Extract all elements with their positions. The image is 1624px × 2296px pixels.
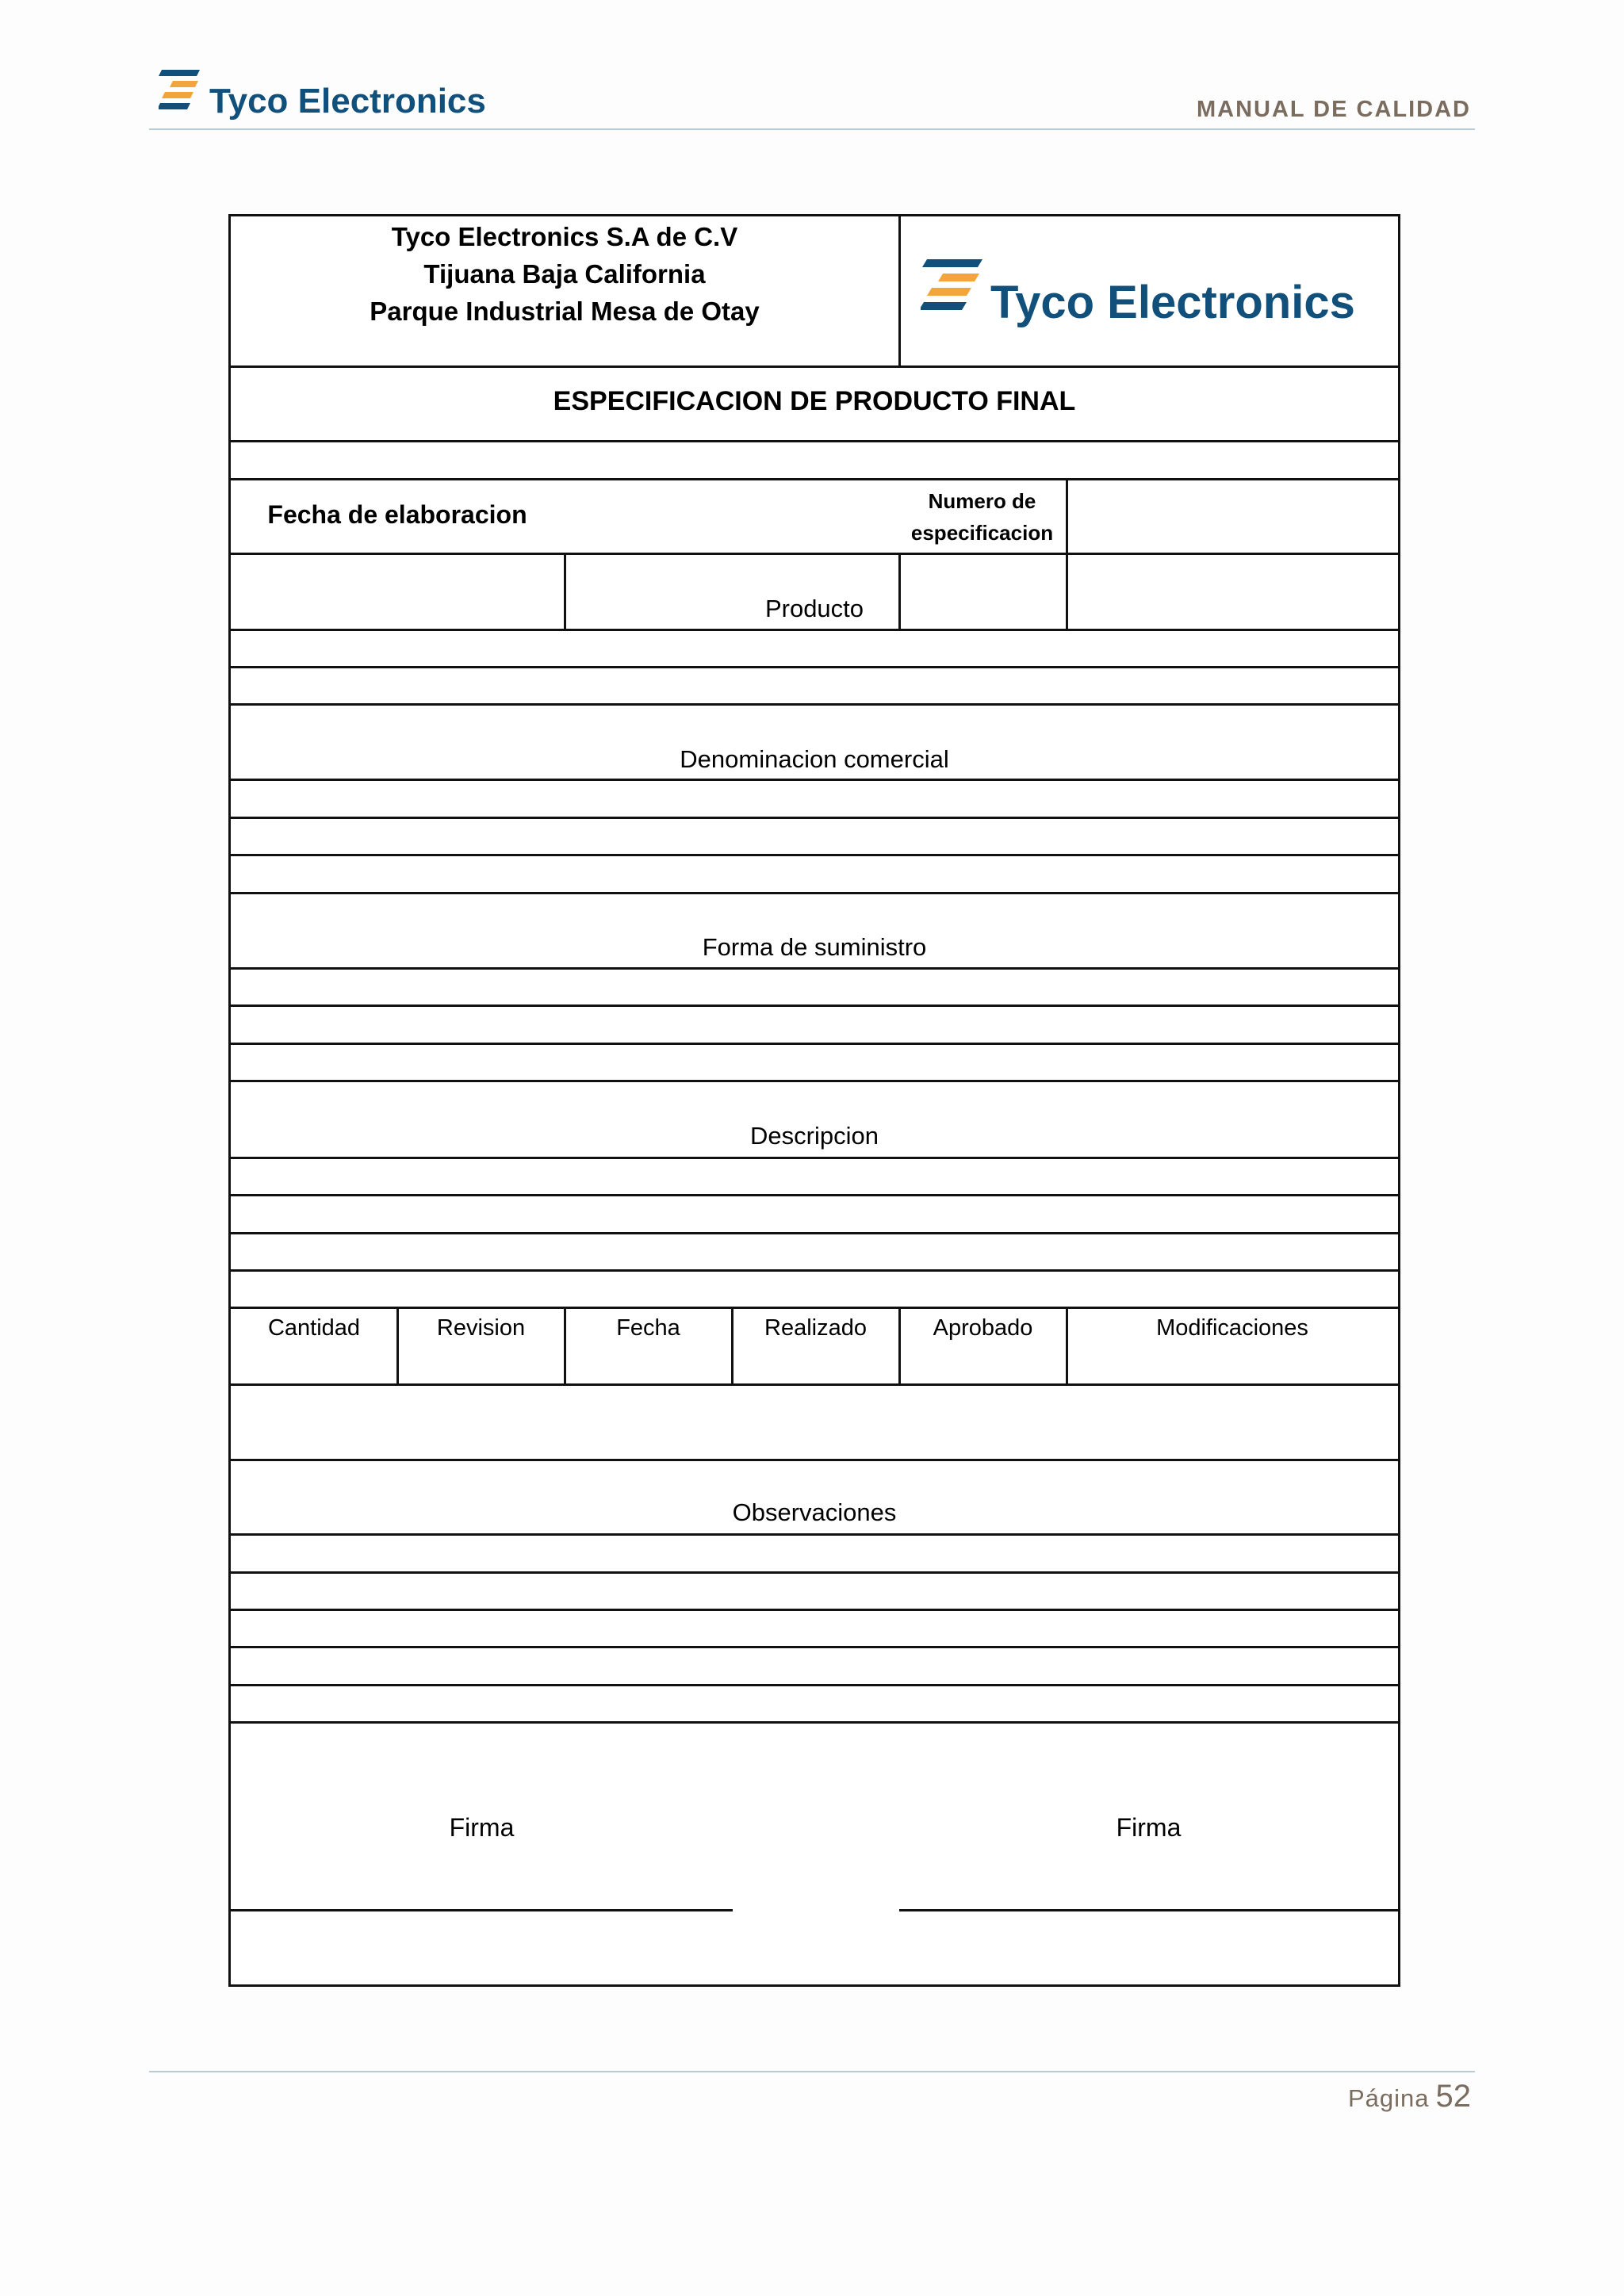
section-descripcion: Descripcion <box>750 1122 879 1150</box>
page-indicator <box>1348 2079 1471 2114</box>
page-label: Página <box>1347 2084 1430 2112</box>
col-modificaciones: Modificaciones <box>1156 1315 1308 1341</box>
form-tyco-logo <box>921 248 1381 335</box>
form-title: ESPECIFICACION DE PRODUCTO FINAL <box>553 386 1076 416</box>
page-number: 52 <box>1435 2079 1471 2114</box>
footer-rule <box>149 2071 1475 2072</box>
numero-label-line1: Numero de <box>928 489 1036 513</box>
tyco-logo-text: Tyco Electronics <box>209 82 486 121</box>
signature-label-right: Firma <box>1116 1813 1182 1842</box>
section-forma: Forma de suministro <box>702 933 927 961</box>
section-producto: Producto <box>764 595 864 622</box>
company-name: Tyco Electronics S.A de C.V <box>391 222 738 251</box>
manual-title: MANUAL DE CALIDAD <box>1196 97 1471 122</box>
form-logo-text: Tyco Electronics <box>990 277 1355 328</box>
company-info <box>231 218 898 330</box>
section-denominacion: Denominacion comercial <box>680 745 949 773</box>
col-revision: Revision <box>436 1315 526 1341</box>
fecha-label: Fecha de elaboracion <box>267 500 527 529</box>
col-cantidad: Cantidad <box>267 1315 361 1341</box>
company-park: Parque Industrial Mesa de Otay <box>370 297 760 326</box>
col-fecha: Fecha <box>616 1315 680 1341</box>
tyco-electronics-logo <box>159 62 492 125</box>
company-city: Tijuana Baja California <box>423 259 706 289</box>
col-aprobado: Aprobado <box>933 1315 1033 1341</box>
product-spec-form <box>228 214 1400 1987</box>
tyco-logo-mark-icon <box>921 259 982 310</box>
signature-label-left: Firma <box>449 1813 515 1842</box>
numero-label-line2: especificacion <box>910 521 1054 545</box>
tyco-logo-mark-icon <box>159 70 200 109</box>
col-realizado: Realizado <box>764 1315 867 1341</box>
header-rule <box>149 128 1475 130</box>
section-observaciones: Observaciones <box>732 1498 897 1526</box>
